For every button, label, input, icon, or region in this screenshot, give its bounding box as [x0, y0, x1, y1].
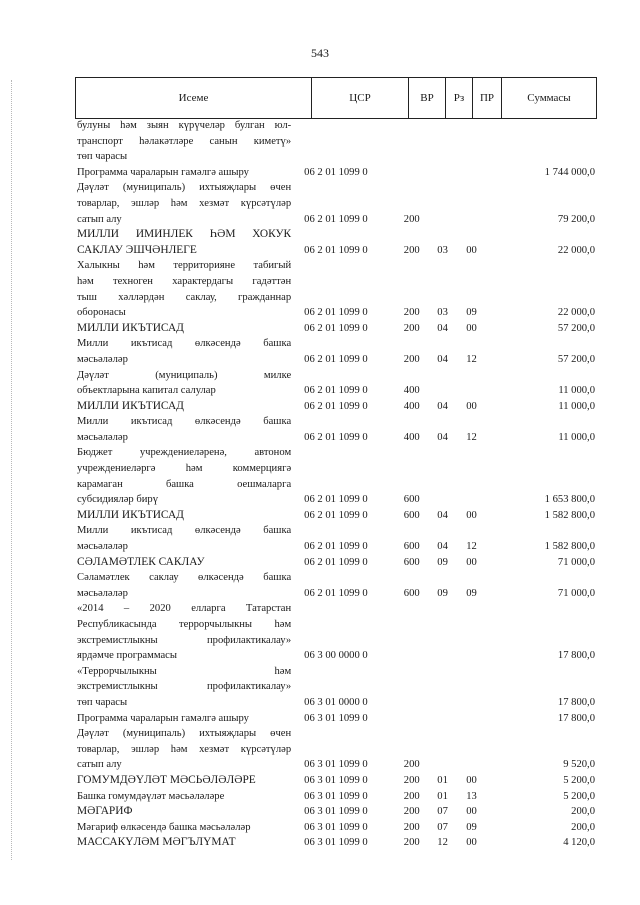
- row-csr: 06 2 01 1099 0: [304, 509, 368, 521]
- table-row: [77, 789, 597, 805]
- table-row: [77, 445, 597, 507]
- row-pr: 00: [466, 774, 477, 786]
- row-sum: 5 200,0: [563, 774, 595, 786]
- row-csr: 06 2 01 1099 0: [304, 244, 368, 256]
- row-name-line: Милли икътисад өлкәсендә башка: [77, 416, 292, 428]
- row-vr: 200: [403, 307, 420, 319]
- row-name: [77, 711, 291, 727]
- row-pr: 12: [466, 431, 477, 443]
- row-csr: 06 3 01 0000 0: [304, 696, 368, 708]
- row-name: [77, 835, 291, 851]
- table-row: [77, 368, 597, 399]
- row-name-line: сатып алу: [77, 759, 122, 771]
- row-name: [77, 601, 291, 663]
- header-sum: Суммасы: [502, 78, 597, 119]
- row-pr: 00: [466, 806, 477, 818]
- row-rz: 01: [437, 774, 448, 786]
- row-vr: 600: [403, 587, 420, 599]
- row-name-line: оборонасы: [77, 307, 126, 319]
- row-vr: 200: [403, 213, 420, 225]
- row-name: [77, 789, 291, 805]
- row-pr: 00: [466, 400, 477, 412]
- row-pr: 09: [466, 821, 477, 833]
- row-pr: 12: [466, 541, 477, 553]
- table-row: [77, 180, 597, 227]
- table-row: [77, 118, 597, 165]
- table-header: [75, 77, 597, 119]
- table-row: [77, 601, 597, 663]
- row-name: [77, 321, 291, 337]
- row-rz: 04: [437, 353, 448, 365]
- row-sum: 17 800,0: [557, 650, 595, 662]
- row-name-line: ярдәмче программасы: [77, 650, 177, 662]
- row-name-line: МИЛЛИ ИКЪТИСАД: [77, 508, 184, 521]
- row-name-line: товарлар, эшләр һәм хезмәт күрсәтүләр: [77, 197, 292, 209]
- row-rz: 03: [437, 307, 448, 319]
- header-csr: ЦСР: [312, 78, 409, 119]
- row-sum: 71 000,0: [557, 556, 595, 568]
- row-name: [77, 399, 291, 415]
- row-name: [77, 508, 291, 524]
- row-csr: 06 3 01 1099 0: [304, 712, 368, 724]
- row-sum: 11 000,0: [558, 385, 595, 397]
- table-row: [77, 773, 597, 789]
- table-row: [77, 508, 597, 524]
- row-pr: 09: [466, 307, 477, 319]
- row-name-line: САКЛАУ ЭШЧӘНЛЕГЕ: [77, 243, 197, 256]
- row-rz: 03: [437, 244, 448, 256]
- row-name-line: булуны һәм зыян күрүчеләр булган юл-: [77, 120, 292, 131]
- row-vr: 200: [403, 821, 420, 833]
- row-pr: 12: [466, 353, 477, 365]
- row-rz: 09: [437, 587, 448, 599]
- row-csr: 06 2 01 1099 0: [304, 307, 368, 319]
- row-name-line: «Террорчылыкны һәм: [77, 665, 292, 677]
- row-rz: 04: [437, 322, 448, 334]
- row-name-line: һәм техноген характердагы гадәттән: [77, 275, 292, 287]
- row-name-line: МИЛЛИ ИКЪТИСАД: [77, 321, 184, 334]
- row-name-line: Милли икътисад өлкәсендә башка: [77, 338, 292, 350]
- row-csr: 06 3 01 1099 0: [304, 806, 368, 818]
- row-vr: 200: [403, 774, 420, 786]
- row-csr: 06 2 01 1099 0: [304, 587, 368, 599]
- row-vr: 200: [403, 790, 420, 802]
- header-vr: ВР: [409, 78, 446, 119]
- table-row: [77, 570, 597, 601]
- row-vr: 400: [403, 385, 420, 397]
- row-rz: 07: [437, 821, 448, 833]
- row-sum: 200,0: [571, 821, 595, 833]
- row-csr: 06 3 01 1099 0: [304, 790, 368, 802]
- row-csr: 06 2 01 1099 0: [304, 431, 368, 443]
- row-csr: 06 2 01 1099 0: [304, 385, 368, 397]
- row-name-line: төп чарасы: [77, 151, 128, 163]
- row-pr: 00: [466, 837, 477, 849]
- row-name: [77, 570, 291, 601]
- row-pr: 00: [466, 556, 477, 568]
- row-name: [77, 180, 291, 227]
- row-name-line: мәсьәләләр: [77, 353, 128, 365]
- row-name-line: Дәүләт (муниципаль) милке: [77, 369, 292, 381]
- row-csr: 06 2 01 1099 0: [304, 322, 368, 334]
- table-row: [77, 555, 597, 571]
- row-name-line: объектларына капитал салулар: [77, 385, 216, 397]
- header-name: Исеме: [76, 78, 312, 119]
- row-rz: 04: [437, 400, 448, 412]
- row-sum: 1 582 800,0: [544, 541, 595, 553]
- row-csr: 06 3 01 1099 0: [304, 759, 368, 771]
- row-rz: 04: [437, 509, 448, 521]
- row-name-line: экстремистлыкны профилактикалау»: [77, 634, 292, 646]
- row-name: [77, 414, 291, 445]
- row-name-line: МИЛЛИ ИМИНЛЕК ҺӘМ ХОКУК: [77, 228, 292, 241]
- table-row: [77, 804, 597, 820]
- table-row: [77, 820, 597, 836]
- row-name-line: учреждениеләргә һәм коммерциягә: [77, 463, 292, 475]
- row-rz: 01: [437, 790, 448, 802]
- row-sum: 79 200,0: [557, 213, 595, 225]
- row-name-line: мәсьәләләр: [77, 431, 128, 443]
- table-row: [77, 321, 597, 337]
- row-sum: 9 520,0: [563, 759, 595, 771]
- row-sum: 1 582 800,0: [544, 509, 595, 521]
- table-row: [77, 227, 597, 258]
- row-name: [77, 523, 291, 554]
- row-name-line: субсидияләр бирү: [77, 494, 158, 506]
- row-name-line: карамаган башка оешмаларга: [77, 478, 292, 490]
- row-name-line: «2014 – 2020 елларга Татарстан: [77, 603, 292, 615]
- row-vr: 600: [403, 541, 420, 553]
- row-name-line: СӘЛАМӘТЛЕК САКЛАУ: [77, 555, 205, 568]
- row-sum: 17 800,0: [557, 712, 595, 724]
- row-name-line: сатып алу: [77, 213, 122, 225]
- row-name: [77, 258, 291, 320]
- row-name-line: Бюджет учреждениеләренә, автоном: [77, 447, 292, 459]
- row-csr: 06 3 01 1099 0: [304, 837, 368, 849]
- row-csr: 06 3 01 1099 0: [304, 774, 368, 786]
- row-name-line: экстремистлыкны профилактикалау»: [77, 681, 292, 693]
- row-vr: 600: [403, 494, 420, 506]
- row-name-line: Сәламәтлек саклау өлкәсендә башка: [77, 572, 292, 584]
- row-name-line: Республикасында террорчылыкны һәм: [77, 619, 292, 630]
- row-name: [77, 664, 291, 711]
- row-name-line: Башка гомумдәүләт мәсьәләләре: [77, 790, 225, 802]
- table-row: [77, 165, 597, 181]
- table-row: [77, 414, 597, 445]
- row-vr: 400: [403, 400, 420, 412]
- row-name-line: Программа чараларын гамәлгә ашыру: [77, 166, 249, 178]
- row-name-line: Дәүләт (муниципаль) ихтыяҗлары өчен: [77, 182, 292, 194]
- row-csr: 06 2 01 1099 0: [304, 353, 368, 365]
- row-sum: 57 200,0: [557, 322, 595, 334]
- row-vr: 200: [403, 353, 420, 365]
- row-name: [77, 165, 291, 181]
- left-margin-dotted-line: [11, 80, 12, 860]
- row-name: [77, 804, 291, 820]
- row-name-line: мәсьәләләр: [77, 541, 128, 553]
- row-vr: 200: [403, 759, 420, 771]
- row-name: [77, 555, 291, 571]
- row-csr: 06 2 01 1099 0: [304, 400, 368, 412]
- row-vr: 600: [403, 509, 420, 521]
- row-sum: 57 200,0: [557, 353, 595, 365]
- row-name-line: транспорт һәлакәтләре санын киметү»: [77, 135, 292, 147]
- row-vr: 400: [403, 431, 420, 443]
- row-sum: 11 000,0: [558, 431, 595, 443]
- row-sum: 5 200,0: [563, 790, 595, 802]
- row-pr: 00: [466, 509, 477, 521]
- row-name: [77, 118, 291, 165]
- row-name-line: товарлар, эшләр һәм хезмәт күрсәтүләр: [77, 743, 292, 755]
- table-row: [77, 835, 597, 851]
- row-name: [77, 726, 291, 773]
- row-name: [77, 368, 291, 399]
- row-pr: 09: [466, 587, 477, 599]
- row-name-line: тыш хәлләрдән саклау, гражданнар: [77, 291, 292, 303]
- row-sum: 22 000,0: [557, 307, 595, 319]
- table-row: [77, 523, 597, 554]
- row-rz: 12: [437, 837, 448, 849]
- row-csr: 06 2 01 1099 0: [304, 213, 368, 225]
- row-sum: 4 120,0: [563, 837, 595, 849]
- row-sum: 200,0: [571, 806, 595, 818]
- row-name-line: төп чарасы: [77, 696, 128, 708]
- table-body: [77, 118, 597, 851]
- table-row: [77, 664, 597, 711]
- row-name: [77, 445, 291, 507]
- header-rz: Рз: [446, 78, 473, 119]
- row-name-line: Мәгариф өлкәсендә башка мәсьәләләр: [77, 821, 251, 833]
- table-row: [77, 336, 597, 367]
- table-row: [77, 711, 597, 727]
- row-name: [77, 820, 291, 836]
- row-sum: 1 653 800,0: [544, 494, 595, 506]
- row-rz: 09: [437, 556, 448, 568]
- row-sum: 71 000,0: [557, 587, 595, 599]
- row-sum: 22 000,0: [557, 244, 595, 256]
- row-csr: 06 3 01 1099 0: [304, 821, 368, 833]
- row-rz: 04: [437, 541, 448, 553]
- row-vr: 600: [403, 556, 420, 568]
- row-vr: 200: [403, 837, 420, 849]
- row-name-line: мәсьәләләр: [77, 587, 128, 599]
- row-name: [77, 773, 291, 789]
- row-pr: 13: [466, 790, 477, 802]
- row-csr: 06 2 01 1099 0: [304, 556, 368, 568]
- row-name-line: Дәүләт (муниципаль) ихтыяҗлары өчен: [77, 728, 292, 740]
- row-vr: 200: [403, 244, 420, 256]
- row-vr: 200: [403, 322, 420, 334]
- row-name-line: МИЛЛИ ИКЪТИСАД: [77, 399, 184, 412]
- row-name-line: Программа чараларын гамәлгә ашыру: [77, 712, 249, 724]
- row-name-line: Милли икътисад өлкәсендә башка: [77, 525, 292, 537]
- row-sum: 1 744 000,0: [544, 166, 595, 178]
- row-name-line: ГОМУМДӘҮЛӘТ МӘСЬӘЛӘЛӘРЕ: [77, 773, 256, 786]
- row-name-line: МАССАКҮЛӘМ МӘГЪЛҮМАТ: [77, 836, 236, 849]
- page-number: 543: [311, 46, 329, 60]
- row-rz: 04: [437, 431, 448, 443]
- row-pr: 00: [466, 322, 477, 334]
- row-name-line: Халыкны һәм территорияне табигый: [77, 260, 292, 272]
- row-csr: 06 3 00 0000 0: [304, 650, 368, 662]
- row-vr: 200: [403, 806, 420, 818]
- row-sum: 11 000,0: [558, 400, 595, 412]
- row-csr: 06 2 01 1099 0: [304, 166, 368, 178]
- row-name-line: МӘГАРИФ: [77, 805, 133, 818]
- row-name: [77, 336, 291, 367]
- row-sum: 17 800,0: [557, 696, 595, 708]
- row-name: [77, 227, 291, 258]
- row-csr: 06 2 01 1099 0: [304, 541, 368, 553]
- header-pr: ПР: [473, 78, 502, 119]
- row-pr: 00: [466, 244, 477, 256]
- row-rz: 07: [437, 806, 448, 818]
- row-csr: 06 2 01 1099 0: [304, 494, 368, 506]
- table-row: [77, 399, 597, 415]
- table-row: [77, 726, 597, 773]
- table-row: [77, 258, 597, 320]
